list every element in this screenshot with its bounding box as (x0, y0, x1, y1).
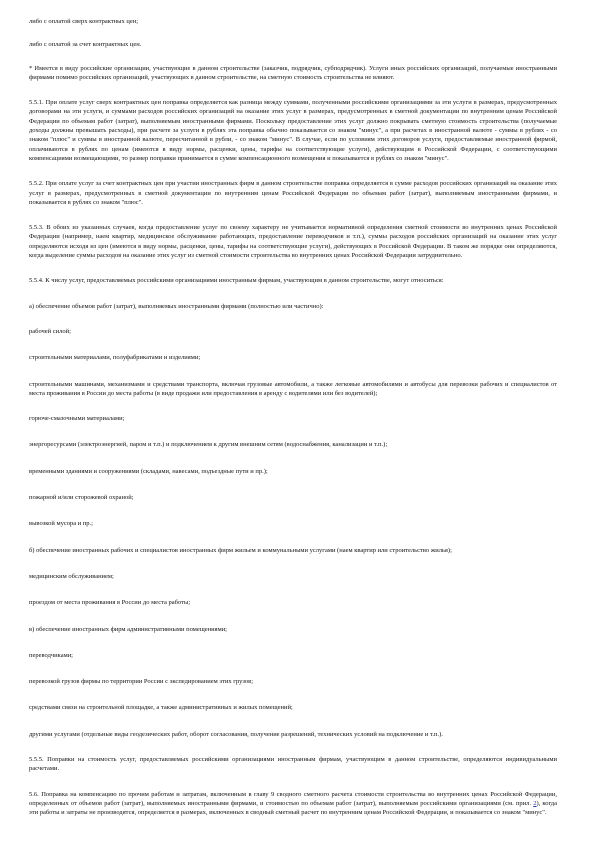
footnote-paragraph: * Имеется в виду российские организации, участвующие в данном строительстве (заказчик, подрядчик, субподрядчик). Услуги иных российских организаций, получаемые иностранными фирмами помимо российских организаций, участвующих в данном строительстве, на сметную стоимость строительства не влияют. (29, 64, 557, 81)
list-item: б) обеспечение иностранных рабочих и специалистов иностранных фирм жильем и коммунальными услугами (наем квартир или строительство жилья); (29, 546, 452, 554)
list-item: в) обеспечение иностранных фирм административными помещениями; (29, 625, 227, 633)
list-item: средствами связи на строительной площадке, а также административных и жилых помещений; (29, 704, 293, 712)
paragraph-5-5-3: 5.5.3. В обоих из указанных случаев, когда предоставление услуг по своему характеру не учитывается нормативной определения сметной стоимости во внутренних ценах Российской Федерации (например, наем квартир, медицинское обслуживание работающих, предоставление переводчиков и т.п.), суммы расходов российских организаций на оказание этих услуг определяются исходя из цен (имеются в виду нормы, расценки, цены, тарифы на соответствующие услуги), действующих в Российской Федерации. В таком же порядке они определяются, когда выделение суммы расходов на оказание этих услуг из сметной стоимости строительства во внутренних ценах Российской Федерации затруднительно. (29, 224, 557, 260)
list-item: энергоресурсами (электроэнергией, паром и т.п.) и подключением к другим внешним сетям (водоснабжения, канализации и т.п.); (29, 441, 388, 449)
list-item: проездом от места проживания в России до места работы; (29, 599, 191, 607)
paragraph-5-6-text-end: ), когда эти работы и затраты не производятся, определяется в размерах, включенных в сводный сметный расчет по внутренним ценам Российской Федерации, и показывается со знаком "минус". (29, 799, 557, 817)
paragraph-5-5-2: 5.5.2. При оплате услуг за счет контрактных цен при участии иностранных фирм в данном строительстве поправка определяется в сумме расходов российских организаций на оказание этих услуг в размерах, предусмотренных в сметной документации по внутренним ценам Российской Федерации по объемам работ (затрат), выполняемым иностранными фирмами, и показывается в рублях со знаком "плюс". (29, 180, 557, 206)
list-item: строительными материалами, полуфабрикатами и изделиями; (29, 354, 201, 362)
list-item: перевозкой грузов фирмы по территории России с экспедированием этих грузов; (29, 678, 254, 686)
paragraph-5-5-4: 5.5.4. К числу услуг, предоставляемых российскими организациями иностранным фирмам, участвующим в данном строительстве, могут относиться: (29, 277, 444, 285)
paragraph: либо с оплатой сверх контрактных цен; (29, 18, 139, 25)
list-item: медицинским обслуживанием; (29, 572, 114, 580)
appendix-2-link[interactable]: 2 (533, 799, 537, 807)
paragraph: либо с оплатой за счет контрактных цен. (29, 41, 142, 49)
paragraph-5-6-text-start: 5.6. Поправка на компенсацию по прочим работам и затратам, включенным в главу 9 сводного сметного расчета стоимости строительства во внутренних ценах Российской Федерации, определенных от объемов работ (затрат), выполняемых иностранными фирмами, и стоимостью по объемам работ (затрат), выполняемым российскими организациями (см. прил. (29, 790, 557, 807)
paragraph-5-6 (29, 790, 557, 818)
list-item: рабочей силой; (29, 327, 71, 335)
paragraph-5-5-5: 5.5.5. Поправки на стоимость услуг, предоставляемых российскими организациями иностранным фирмам, участвующим в данном строительстве, определяются индивидуальными расчетами. (29, 755, 557, 773)
paragraph-5-5-1: 5.5.1. При оплате услуг сверх контрактных цен поправка определяется как разница между суммами, полученными российскими организациями за эти услуги в размерах, предусмотренных договорами на эти услуги, и суммами расходов российских организаций на оказание этих услуг в размерах, предусмотренных в сметной документации по внутренним ценам Российской Федерации по объемам работ (затрат), выполняемым иностранными фирмами. Поскольку предоставление этих услуг должно покрывать сметную стоимость строительства (получаемые доходы должны превышать расходы), при расчете за услуги в рублях эта поправка обычно показывается со знаком "минус", а при расчетах в иностранной валюте - суммы в рублях - со знаком "плюс" и суммы в иностранной валюте, пересчитанной в рубли, - со знаком "минус". В случае, если по условиям этих договоров услуги, предоставляемые иностранной фирмой, оплачиваются в рублях по ценам (имеются в виду нормы, расценки, цены, тарифы на соответствующие услуги), действующим в Российской Федерации, с соответствующими компенсациями возмещающими, то размер поправки принимается в сумме компенсационного возмещения и показывается в рублях со знаком "минус". (29, 99, 557, 162)
list-item: временными зданиями и сооружениями (складами, навесами, подъездные пути и пр.); (29, 467, 268, 475)
list-item: вывозкой мусора и пр.; (29, 520, 93, 528)
list-item: переводчиками; (29, 651, 73, 659)
list-item: а) обеспечение объемов работ (затрат), выполняемых иностранными фирмами (полностью или частично): (29, 302, 324, 310)
list-item: пожарной и/или сторожевой охраной; (29, 494, 134, 502)
list-item: другими услугами (отдельные виды геодезических работ, оборот согласования, получение разрешений, технических условий на подключение и т.п.). (29, 730, 443, 738)
list-item: строительными машинами, механизмами и средствами транспорта, включая грузовые автомобили, а также легковые автомобилями и автобусы для перевозки рабочих и специалистов от места проживания в России до места работы (в виде продажи или предоставления в аренду с водителями или без водителей); (29, 380, 557, 397)
list-item: горюче-смазочными материалами; (29, 415, 125, 423)
